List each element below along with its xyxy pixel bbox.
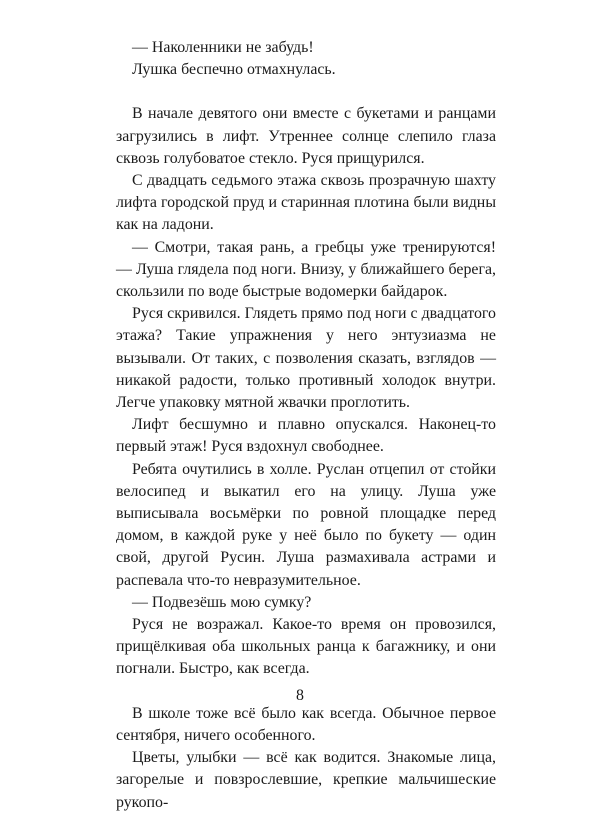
paragraph: В начале девятого они вместе с букетами и ранцами загрузились в лифт. Утреннее солнце слепило глаза сквозь голубоватое стекло. Руся прищурился. <box>116 105 496 167</box>
paragraph: С двадцать седьмого этажа сквозь прозрачную шахту лифта городской пруд и старинная плотина были видны как на ладони. <box>116 172 496 234</box>
paragraph: — Подвезёшь мою сумку? <box>132 593 312 611</box>
paragraph: — Наколенники не забудь! <box>132 39 314 56</box>
section-break <box>116 81 496 103</box>
paragraph: Цветы, улыбки — всё как водится. Знакомые лица, загорелые и повзрослевшие, крепкие мальчишеские рукопо- <box>116 749 496 811</box>
paragraph: Ребята очутились в холле. Руслан отцепил от стойки велосипед и выкатил его на улицу. Луша уже выписывала восьмёрки по ровной площадке перед домом, в каждой руке у неё было по букету — один свой, другой Русин. Луша размахивала астрами и распевала что-то невразумительное. <box>116 460 496 589</box>
paragraph: В школе тоже всё было как всегда. Обычное первое сентября, ничего особенного. <box>116 704 496 744</box>
page-number: 8 <box>296 687 304 704</box>
paragraph: Руся не возражал. Какое-то время он провозился, прищёлкивая оба школьных ранца к багажнику, и они погнали. Быстро, как всегда. <box>116 616 496 678</box>
paragraph: — Смотри, такая рань, а гребцы уже тренируются! — Луша глядела под ноги. Внизу, у ближайшего берега, скользили по воде быстрые водомерки байдарок. <box>116 238 496 301</box>
paragraph: Лушка беспечно отмахнулась. <box>132 61 336 79</box>
paragraph: Руся скривился. Глядеть прямо под ноги с двадцатого этажа? Такие упражнения у него энтузиазма не вызывали. От таких, с позволения сказать, взглядов — никакой радости, только противный холодок внутри. Легче упаковку мятной жвачки проглотить. <box>116 305 496 412</box>
paragraph: Лифт бесшумно и плавно опускался. Наконец-то первый этаж! Руся вздохнул свободнее. <box>116 416 496 456</box>
